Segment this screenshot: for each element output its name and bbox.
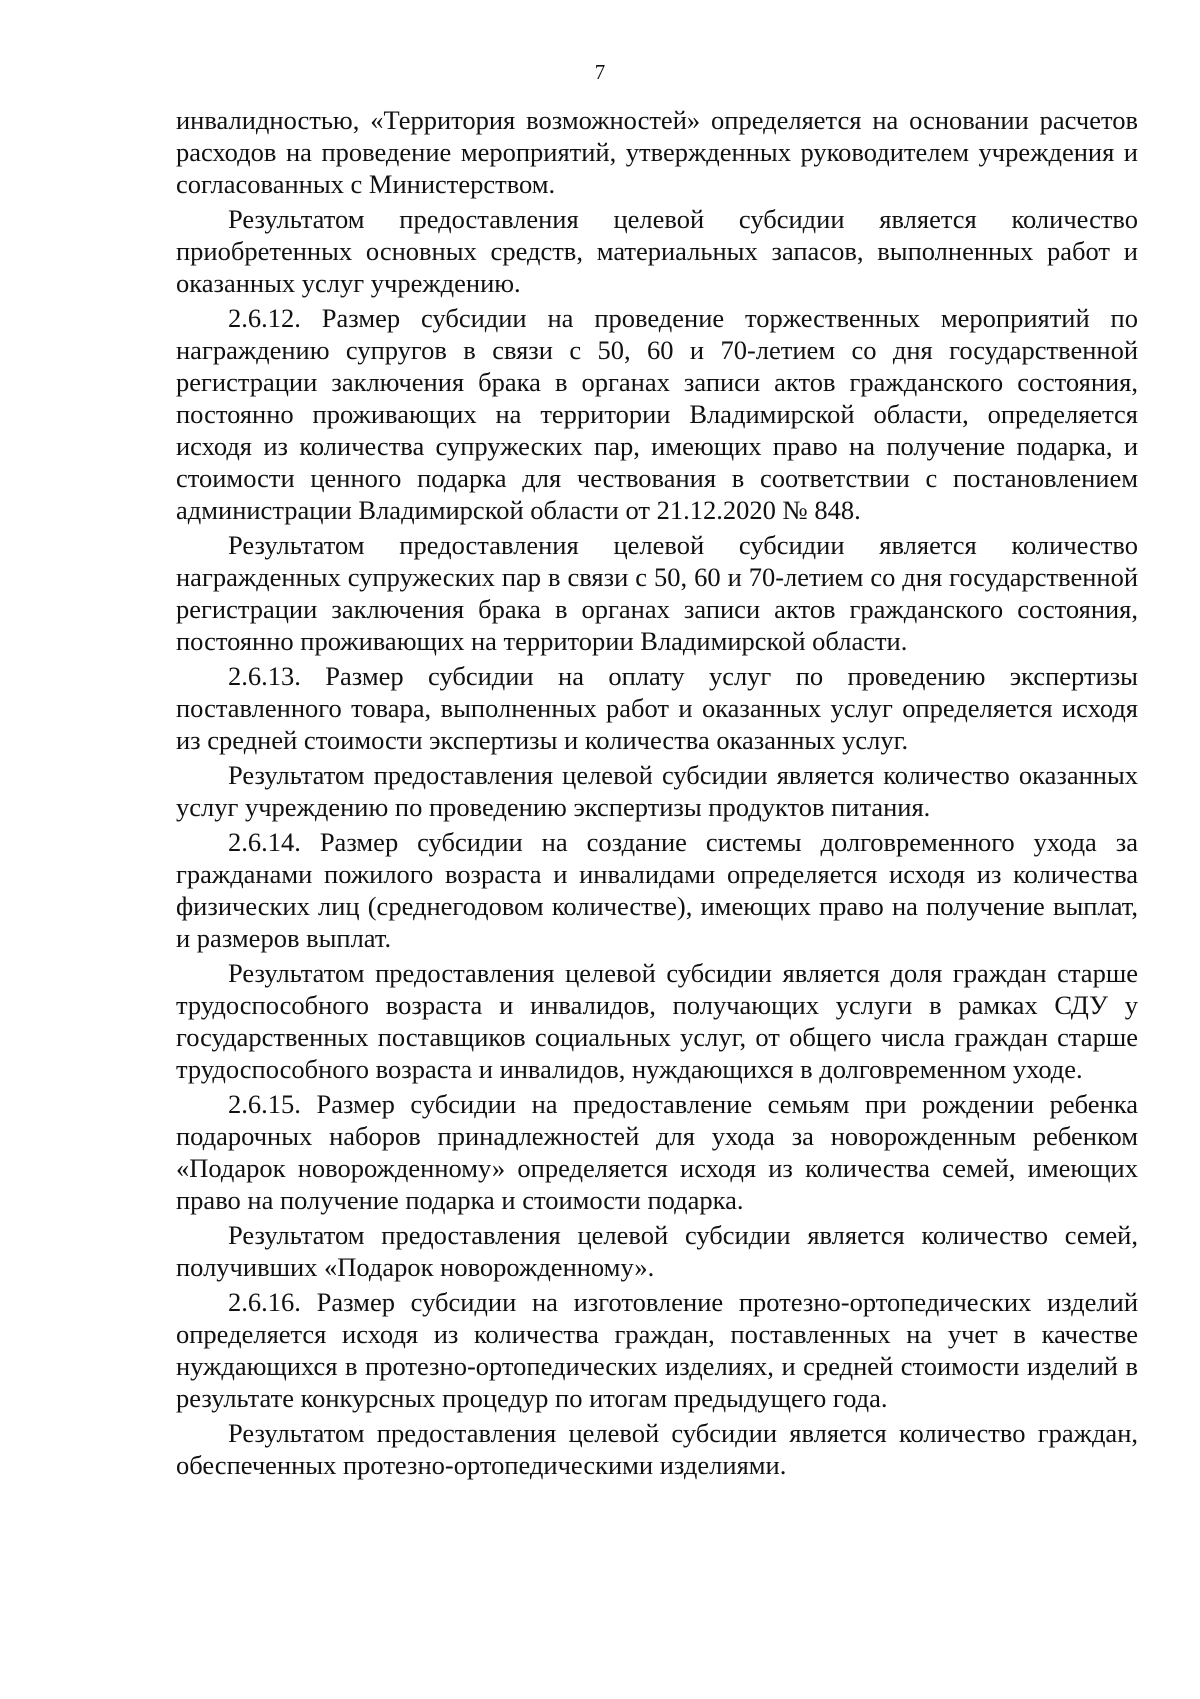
paragraph-result-long-term-care: Результатом предоставления целевой субсидии является доля граждан старше трудоспособного возраста и инвалидов, получающих услуги в рамках СДУ у государственных поставщиков социальных услуг, от общего числа граждан старше трудоспособного возраста и инвалидов, нуждающихся в долговременном уходе.	[176, 958, 1138, 1084]
paragraph-clause-2-6-13: 2.6.13. Размер субсидии на оплату услуг по проведению экспертизы поставленного товара, выполненных работ и оказанных услуг определяется исходя из средней стоимости экспертизы и количества оказанных услуг.	[176, 661, 1138, 755]
paragraph-continuation: инвалидностью, «Территория возможностей» определяется на основании расчетов расходов на проведение мероприятий, утвержденных руководителем учреждения и согласованных с Министерством.	[176, 105, 1138, 199]
paragraph-result-newborn-gift: Результатом предоставления целевой субсидии является количество семей, получивших «Подарок новорожденному».	[176, 1220, 1138, 1282]
paragraph-clause-2-6-12: 2.6.12. Размер субсидии на проведение торжественных мероприятий по награждению супругов в связи с 50, 60 и 70-летием со дня государственной регистрации заключения брака в органах записи актов гражданского состояния, постоянно проживающих на территории Владимирской области, определяется исходя из количества супружеских пар, имеющих право на получение подарка, и стоимости ценного подарка для чествования в соответствии с постановлением администрации Владимирской области от 21.12.2020 № 848.	[176, 303, 1138, 525]
paragraph-result-couples: Результатом предоставления целевой субсидии является количество награжденных супружеских пар в связи с 50, 60 и 70-летием со дня государственной регистрации заключения брака в органах записи актов гражданского состояния, постоянно проживающих на территории Владимирской области.	[176, 530, 1138, 656]
paragraph-result-expertise: Результатом предоставления целевой субсидии является количество оказанных услуг учреждению по проведению экспертизы продуктов питания.	[176, 760, 1138, 822]
paragraph-result-equipment: Результатом предоставления целевой субсидии является количество приобретенных основных средств, материальных запасов, выполненных работ и оказанных услуг учреждению.	[176, 204, 1138, 298]
paragraph-clause-2-6-16: 2.6.16. Размер субсидии на изготовление протезно-ортопедических изделий определяется исходя из количества граждан, поставленных на учет в качестве нуждающихся в протезно-ортопедических изделиях, и средней стоимости изделий в результате конкурсных процедур по итогам предыдущего года.	[176, 1287, 1138, 1413]
paragraph-clause-2-6-14: 2.6.14. Размер субсидии на создание системы долговременного ухода за гражданами пожилого возраста и инвалидами определяется исходя из количества физических лиц (среднегодовом количестве), имеющих право на получение выплат, и размеров выплат.	[176, 827, 1138, 953]
paragraph-clause-2-6-15: 2.6.15. Размер субсидии на предоставление семьям при рождении ребенка подарочных наборов принадлежностей для ухода за новорожденным ребенком «Подарок новорожденному» определяется исходя из количества семей, имеющих право на получение подарка и стоимости подарка.	[176, 1089, 1138, 1215]
paragraph-result-prosthetics: Результатом предоставления целевой субсидии является количество граждан, обеспеченных протезно-ортопедическими изделиями.	[176, 1418, 1138, 1480]
page-number: 7	[594, 60, 606, 84]
document-body	[176, 104, 1138, 1484]
